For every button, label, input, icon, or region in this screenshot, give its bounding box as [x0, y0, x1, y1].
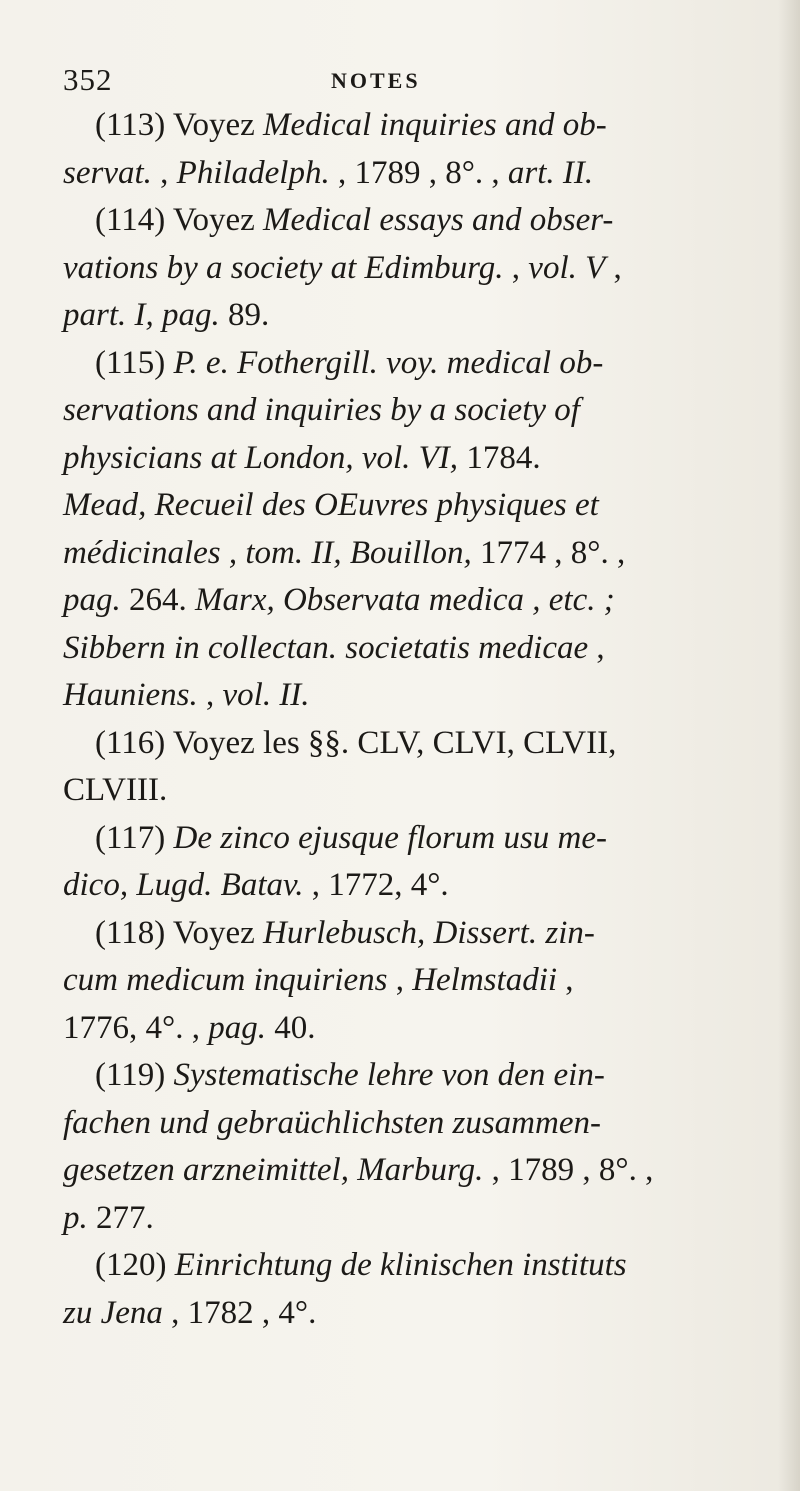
- roman-text: ,: [588, 629, 605, 666]
- note-line: [63, 1195, 703, 1243]
- note-line: [63, 1100, 703, 1148]
- roman-text: 1774 , 8°. ,: [471, 534, 626, 571]
- note-line: [63, 815, 703, 863]
- roman-text: ,: [605, 249, 622, 286]
- note-line: [63, 1147, 703, 1195]
- note-118: [63, 910, 703, 1053]
- note-line: [63, 625, 703, 673]
- italic-text: médicinales , tom. II, Bouillon,: [63, 534, 472, 571]
- italic-text: servat.: [63, 154, 152, 191]
- italic-text: dico, Lugd. Batav.: [63, 867, 304, 903]
- note-line: [63, 767, 703, 815]
- roman-text: (113) Voyez: [95, 107, 264, 143]
- roman-text: ,: [151, 154, 177, 191]
- page-number: 352: [63, 62, 113, 97]
- roman-text: (119): [95, 1057, 174, 1093]
- roman-text: ,: [503, 249, 529, 286]
- note-line: [63, 1005, 703, 1053]
- note-line: [63, 720, 703, 768]
- italic-text: gesetzen arzneimittel, Marburg.: [63, 1152, 484, 1188]
- italic-text: Philadelph.: [176, 154, 330, 191]
- italic-text: fachen und gebraüchlichsten zusammen-: [63, 1104, 601, 1141]
- italic-text: Sibbern in collectan. societatis medicae: [63, 629, 589, 666]
- italic-text: servations and inquiries by a society of: [63, 392, 580, 428]
- italic-text: physicians at London, vol. VI,: [63, 439, 459, 476]
- italic-text: vol. V: [528, 249, 606, 286]
- page-gutter-shadow: [778, 0, 800, 1491]
- note-line: [63, 102, 703, 150]
- roman-text: , 1789 , 8°. ,: [483, 1152, 654, 1188]
- italic-text: p.: [63, 1199, 88, 1236]
- italic-text: pag.: [208, 1009, 266, 1046]
- italic-text: part. I, pag.: [63, 297, 220, 333]
- note-114: [63, 197, 703, 340]
- italic-text: P. e. Fothergill. voy. medical ob-: [173, 344, 604, 381]
- italic-text: pag.: [63, 582, 121, 618]
- roman-text: (114) Voyez: [95, 202, 264, 238]
- italic-text: zu Jena: [63, 1294, 163, 1331]
- italic-text: Medical essays and obser-: [263, 202, 614, 238]
- roman-text: (118) Voyez: [95, 914, 264, 951]
- note-line: [63, 910, 703, 958]
- italic-text: art. II.: [507, 154, 594, 191]
- notes-list: [63, 102, 703, 1337]
- roman-text: , 1782 , 4°.: [162, 1294, 317, 1331]
- note-113: [63, 102, 703, 197]
- note-120: [63, 1242, 703, 1337]
- italic-text: Mead, Recueil des OEuvres physiques et: [63, 487, 599, 523]
- italic-text: cum medicum inquiriens: [63, 962, 388, 998]
- roman-text: ,: [557, 962, 574, 998]
- roman-text: 264.: [120, 582, 195, 618]
- note-line: [63, 1290, 703, 1338]
- italic-text: vol. II.: [222, 677, 310, 713]
- note-line: [63, 197, 703, 245]
- roman-text: (120): [95, 1247, 175, 1283]
- italic-text: Systematische lehre von den ein-: [173, 1057, 605, 1093]
- note-119: [63, 1052, 703, 1242]
- italic-text: Medical inquiries and ob-: [263, 107, 607, 143]
- note-line: [63, 435, 703, 483]
- note-line: [63, 530, 703, 578]
- roman-text: ,: [387, 962, 413, 998]
- roman-text: CLVIII.: [63, 772, 168, 808]
- roman-text: 40.: [265, 1009, 316, 1046]
- roman-text: (115): [95, 344, 174, 381]
- note-line: [63, 1242, 703, 1290]
- running-head: [63, 62, 683, 102]
- italic-text: Einrichtung de klinischen instituts: [174, 1247, 627, 1283]
- roman-text: , 1772, 4°.: [303, 867, 449, 903]
- note-line: [63, 957, 703, 1005]
- italic-text: vations by a society at Edimburg.: [63, 249, 504, 286]
- note-line: [63, 340, 703, 388]
- note-line: [63, 150, 703, 198]
- note-116: [63, 720, 703, 815]
- roman-text: ,: [197, 677, 223, 713]
- note-117: [63, 815, 703, 910]
- roman-text: 1776, 4°. ,: [63, 1009, 209, 1046]
- italic-text: Hauniens.: [63, 677, 198, 713]
- note-line: [63, 862, 703, 910]
- roman-text: 1784.: [458, 439, 541, 476]
- roman-text: 277.: [87, 1199, 154, 1236]
- note-line: [63, 1052, 703, 1100]
- roman-text: (116) Voyez les §§. CLV, CLVI, CLVII,: [95, 724, 617, 761]
- note-line: [63, 672, 703, 720]
- italic-text: De zinco ejusque florum usu me-: [173, 819, 608, 856]
- note-line: [63, 292, 703, 340]
- roman-text: 89.: [219, 297, 270, 333]
- note-115: [63, 340, 703, 720]
- note-line: [63, 387, 703, 435]
- italic-text: Marx, Observata medica , etc. ;: [195, 582, 615, 618]
- italic-text: Hurlebusch, Dissert. zin-: [263, 914, 595, 951]
- italic-text: Helmstadii: [412, 962, 558, 998]
- note-line: [63, 482, 703, 530]
- note-line: [63, 577, 703, 625]
- roman-text: (117): [95, 819, 174, 856]
- note-line: [63, 245, 703, 293]
- header-title: NOTES: [331, 68, 421, 93]
- roman-text: , 1789 , 8°. ,: [329, 154, 508, 191]
